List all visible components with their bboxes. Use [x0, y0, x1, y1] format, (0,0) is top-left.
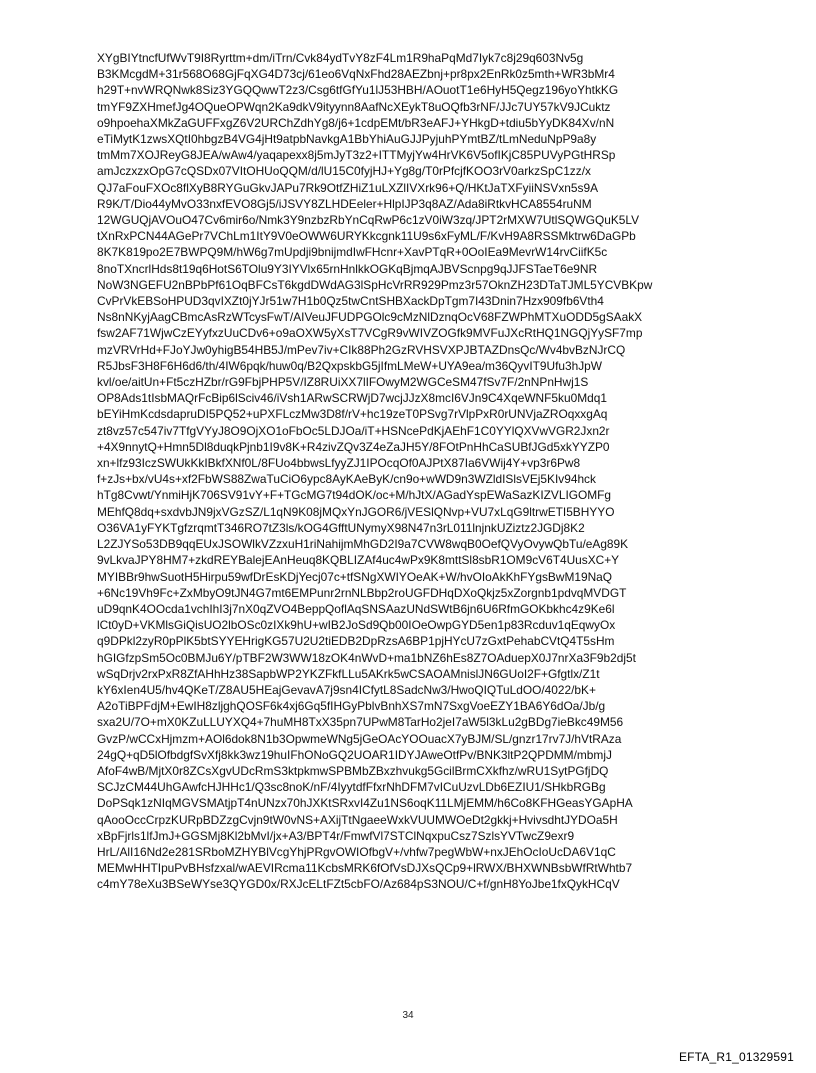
encoded-text-line: f+zJs+bx/vU4s+xf2FbWS88ZwaTuCiO6ypc8AyKAeByK/cn9o+wWD9n3WZldISlsVEj5KIv94hck [97, 472, 596, 487]
encoded-text-line: CvPrVkEBSoHPUD3qvIXZt0jYJr51w7H1b0Qz5twCntSHBXackDpTgm7I43Dnin7Hzx909fb6Vth4 [97, 294, 604, 309]
encoded-text-line: tmYF9ZXHmefJg4OQueOPWqn2Ka9dkV9ityynn8AafNcXEykT8uOQfb3rNF/JJc7UY57kV9JCuktz [97, 99, 611, 114]
encoded-text-line: DoPSqk1zNIqMGVSMAtjpT4nUNzx70hJXKtSRxvI4Zu1NS6oqK11LMjEMM/h6Co8KFHGeasYGApHA [97, 796, 633, 811]
bates-number: EFTA_R1_01329591 [678, 1050, 794, 1064]
encoded-text-line: +6Nc19Vh9Fc+ZxMbyO9tJN4G7mt6EMPunr2rnNLBbp2roUGFDHqDXoQkjz5xZorgnb1pdvqMVDGT [97, 585, 627, 600]
encoded-text-line: qAooOccCrpzKURpBDZzgCvjn9tW0vNS+AXijTtNgaeeWxkVUUMWOeDt2gkkj+HvivsdhtJYDOa5H [97, 812, 618, 827]
encoded-text-line: h29T+nvWRQNwk8Siz3YGQQwwT2z3/Csg6tfGfYu1lJ53HBH/AOuotT1e6HyH5Qegz196yoYhtkKG [97, 83, 619, 98]
encoded-text-line: c4mY78eXu3BSeWYse3QYGD0x/RXJcELtFZt5cbFO/Az684pS3NOU/C+f/gnH8YoJbe1fxQykHCqV [97, 877, 620, 892]
encoded-text-line: bEYiHmKcdsdapruDI5PQ52+uPXFLczMw3D8f/rV+hc19zeT0PSvg7rVlpPxR0rUNVjaZROqxxgAq [97, 407, 608, 422]
encoded-text-block [97, 50, 777, 893]
encoded-text-line: MEMwHHTIpuPvBHsfzxal/wAEVIRcma11KcbsMRK6fOfVsDJXsQCp9+lRWX/BHXWNBsbWfRtWhtb7 [97, 861, 633, 876]
encoded-text-line: fsw2AF71WjwCzEYyfxzUuCDv6+o9aOXW5yXsT7VCgR9vWIVZOGfk9MVFuJXcRtHQ1NGQjYySF7mp [97, 326, 643, 341]
encoded-text-line: XYgBIYtncfUfWvT9I8Ryrttm+dm/iTrn/Cvk84ydTvY8zF4Lm1R9haPqMd7Iyk7c8j29q603Nv5g [97, 51, 584, 65]
encoded-text-line: O36VA1yFYKTgfzrqmtT346RO7tZ3ls/kOG4GfftUNymyX98N47n3rL011lnjnkUZiztz2JGDj8K2 [97, 520, 585, 535]
encoded-text-line: MEhfQ8dq+sxdvbJN9jxVGzSZ/L1qN9K08jMQxYnJGOR6/jVESlQNvp+VU7xLqG9ltrwETI5BHYYO [97, 504, 615, 519]
encoded-text-line: tXnRxPCN44AGePr7VChLm1ItY9V0eOWW6URYKkcgnk11U9s6xFyML/F/KvH9A8RSSMktrw6DaGPb [97, 229, 636, 244]
encoded-text-line: mzVRVrHd+FJoYJw0yhigB54HB5J/mPev7iv+CIk88Ph2GzRVHSVXPJBTAZDnsQc/Wv4bvBzNJrCQ [97, 342, 626, 357]
encoded-text-line: 24gQ+qD5lOfbdgfSvXfj8kk3wz19huIFhONoGQ2UOAR1IDYJAweOtfPv/BNK3ltP2QPDMM/mbmjJ [97, 747, 612, 762]
encoded-text-line: 12WGUQjAVOuO47Cv6mir6o/Nmk3Y9nzbzRbYnCqRwP6c1zV0iW3zq/JPT2rMXW7UtlSQWGQuK5LV [97, 213, 640, 228]
encoded-text-line: kvl/oe/aitUn+Ft5czHZbr/rG9FbjPHP5V/IZ8RUiXX7lIFOwyM2WGCeSM47fSv7F/2nNPnHwj1S [97, 375, 589, 390]
page-number: 34 [402, 1010, 414, 1021]
encoded-text-line: Ns8nNKyjAagCBmcAsRzWTcysFwT/AIVeuJFUDPGOlc9cMzNlDznqOcV68FZWPhMTXuODD5gSAakX [97, 310, 643, 325]
encoded-text-line: hGIGfzpSm5Oc0BMJu6Y/pTBF2W3WW18zOK4nWvD+ma1bNZ6hEs8Z7OAduepX0J7nrXa3F9b2dj5t [97, 650, 636, 665]
encoded-text-line: hTg8Cvwt/YnmiHjK706SV91vY+F+TGcMG7t94dOK/oc+M/hJtX/AGadYspEWaSazKIZVLIGOMFg [97, 488, 612, 503]
encoded-text-line: QJ7aFouFXOc8flXyB8RYGuGkvJAPu7Rk9OtfZHiZ1uLXZlIVXrk96+Q/HKtJaTXFyiiNSVxn5s9A [97, 180, 599, 195]
encoded-text-line: xBpFjrls1lfJmJ+GGSMj8Kl2bMvI/jx+A3/BPT4r/FmwfVl7STClNqxpuCsz7SzlsYVTwcZ9exr9 [97, 828, 575, 843]
encoded-text-line: lCt0yD+VKMlsGiQisUO2lbOSc0zIXk9hU+wIB2JoSd9Qb00IOeOwpGYD5en1p83Rcduv1qEqwyOx [97, 618, 616, 633]
encoded-text-line: OP8Ads1tIsbMAQrFcBip6lSciv46/iVsh1ARwSCRWjD7wcjJJzX8mcI6VJn9C4XqeWNF5ku0Mdq1 [97, 391, 607, 406]
encoded-text-line: amJczxzxOpG7cQSDx07VItOHUoQQM/d/lU15C0fyjHJ+Yg8g/T0rPfcjfKOO3rV0arkzSpC1zz/x [97, 164, 591, 179]
encoded-text-line: kY6xIen4U5/hv4QKeT/Z8AU5HEajGevavA7j9sn4ICfytL8SadcNw3/HwoQIQTuLdOO/4022/bK+ [97, 682, 596, 697]
encoded-text-line: sxa2U/7O+mX0KZuLLUYXQ4+7huMH8TxX35pn7UPwM8TarHo2jeI7aW5l3kLu2gBDg7ieBkc49M56 [97, 715, 624, 730]
encoded-text-line: SCJzCM44UhGAwfcHJHHc1/Q3sc8noK/nF/4IyytdfFfxrNhDFM7vICuUzvLDb6EZIU1/SHkbRGBg [97, 780, 606, 795]
encoded-text-line: R9K/T/Dio44yMvO33nxfEVO8Gj5/iJSVY8ZLHDEeler+HlpIJP3q8AZ/Ada8iRtkvHCA8554ruNM [97, 196, 592, 211]
encoded-text-line: 8K7K819po2E7BWPQ9M/hW6g7mUpdji9bnijmdIwFHcnr+XavPTqR+0OoIEa9MevrW14rvCiifK5c [97, 245, 608, 260]
encoded-text-line: A2oTiBPFdjM+EwIH8zljghQOSF6k4xj6Gq5fIHGyPblvBnhXS7mN7SxgVoeEZY1BA6Y6dOa/Jb/g [97, 699, 606, 714]
encoded-text-line: q9DPkl2zyR0pPlK5btSYYEHrigKG57U2U2tiEDB2DpRzsA6BP1pjHYcU7zGxtPehabCVtQ4T5sHm [97, 634, 615, 649]
encoded-text-line: HrL/AlI16Nd2e281SRboMZHYBlVcgYhjPRgvOWIOfbgV+/vhfw7pegWbW+nxJEhOcIoUcDA6V1qC [97, 844, 616, 859]
encoded-text-line: +4X9nnytQ+Hmn5Dl8duqkPjnb1I9v8K+R4zivZQv3Z4eZaJH5Y/8FOtPnHhCaSUBfJGd5xkYYZP0 [97, 439, 610, 454]
encoded-text-line: 8noTXncrlHds8t19q6HotS6TOlu9Y3IYVlx65rnHnlkkOGKqBjmqAJBVScnpg9qJJFSTaeT6e9NR [97, 261, 598, 276]
encoded-text-line: GvzP/wCCxHjmzm+AOl6dok8N1b3OpwmeWNg5jGeOAcYOOuacX7yBJM/SL/gnzr17rv7J/hVtRAza [97, 731, 622, 746]
encoded-text-line: o9hpoehaXMkZaGUFFxgZ6V2URChZdhYg8/j6+1cdpEMt/bR3eAFJ+YHkgD+tdiu5bYyDK84Xv/nN [97, 115, 615, 130]
encoded-text-line: xn+lfz93IczSWUkKkIBkfXNf0L/8FUo4bbwsLfyyZJ1IPOcqOf0AJPtX87Ia6VWij4Y+vp3r6Pw8 [97, 456, 581, 471]
encoded-text-line: B3KMcgdM+31r568O68GjFqXG4D73cj/61eo6VqNxFhd28AEZbnj+pr8px2EnRk0z5mth+WR3bMr4 [97, 67, 615, 82]
encoded-text-line: NoW3NGEFU2nBPbPf61OqBFCsT6kgdDWdAG3lSpHcVrRR929Pmz3r57OknZH23DTaTJML5YCVBKpw [97, 277, 653, 292]
encoded-text-line: R5JbsF3H8F6H6d6/th/4IW6pqk/huw0q/B2QxpskbG5jIfmLMeW+UYA9ea/m36QyvIT9Ufu3hJpW [97, 358, 603, 373]
encoded-text-line: wSqDrjv2rxPxR8ZfAHhHz38SapbWP2YKZFkfLLu5AKrk5wCSAOAMnislJN6GUoI2F+Gfgtlx/Z1t [97, 666, 600, 681]
encoded-text-line: MYIBBr9hwSuotH5Hirpu59wfDrEsKDjYecj07c+tfSNgXWIYOeAK+W/hvOIoAkKhFYgsBwM19NaQ [97, 569, 613, 584]
encoded-text-line: uD9qnK4OOcda1vchIhI3j7nX0qZVO4BeppQoflAqSNSAazUNdSWtB6jn6U6RfmGOKbkhc4z9Ke6l [97, 601, 615, 616]
encoded-text-line: tmMm7XOJReyG8JEA/wAw4/yaqapexx8j5mJyT3z2+ITTMyjYw4HrVK6V5ofIKjC85PUVyPGtHRSp [97, 148, 616, 163]
encoded-text-line: L2ZJYSo53DB9qqEUxJSOWlkVZzxuH1riNahijmMhGD2I9a7CVW8wqB0OefQVyOvywQbTu/eAg89K [97, 537, 629, 552]
encoded-text-line: zt8vz57c547iv7TfgVYyJ8O9OjXO1oFbOc5LDJOa/iT+HSNcePdKjAEhF1C0YYlQXVwVGR2Jxn2r [97, 423, 610, 438]
encoded-text-line: eTiMytK1zwsXQtI0hbgzB4VG4jHt9atpbNavkgA1BbYhiAuGJJPyjuhPYmtBZ/tLmNeduNpP9a8y [97, 132, 597, 147]
encoded-text-line: 9vLkvaJPY8HM7+zkdREYBalejEAnHeuq8KQBLIZAf4uc4wPx9K8mttSl8sbR1OM9cV6T4UusXC+Y [97, 553, 620, 568]
encoded-text-line: AfoF4wB/MjtX0r8ZCsXgvUDcRmS3ktpkmwSPBMbZBxzhvukg5GcilBrmCXkfhz/wRU1SytPGfjDQ [97, 763, 609, 778]
